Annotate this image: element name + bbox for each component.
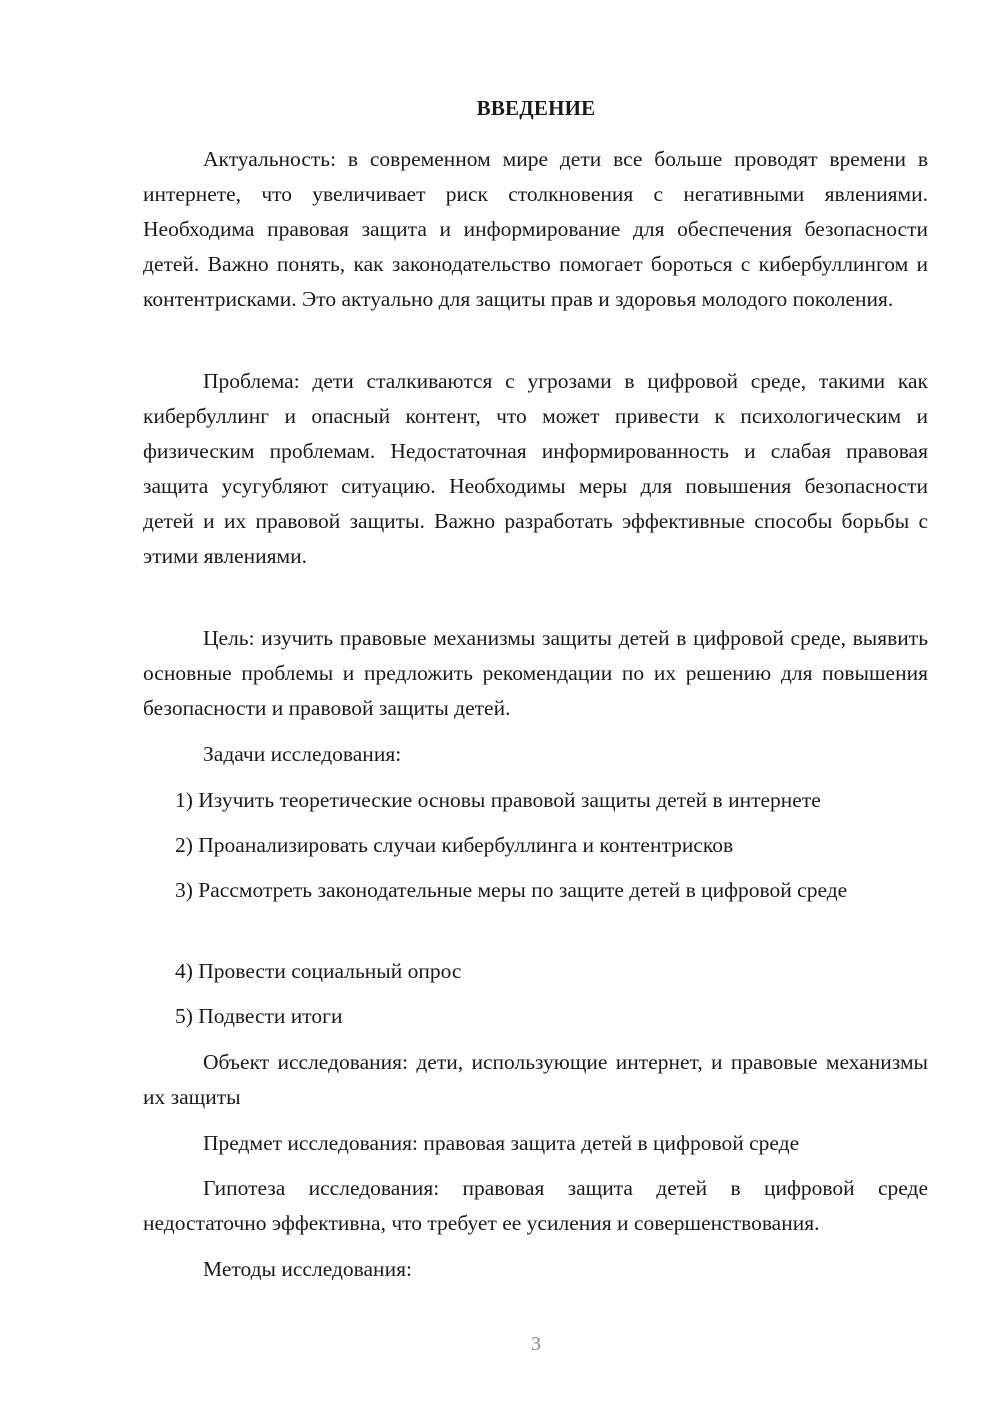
task-3 bbox=[143, 873, 928, 908]
paragraph-problem: Проблема: дети сталкиваются с угрозами в цифровой среде, такими как кибербуллинг и опасный контент, что может привести к психологическим и физическим проблемам. Недостаточная информированность и слабая правовая защита усугубляют ситуацию. Необходимы меры для повышения безопасности детей и их правовой защиты. Важно разработать эффективные способы борьбы с этими явлениями. bbox=[143, 369, 928, 568]
list-item: 3) Рассмотреть законодательные меры по защите детей в цифровой среде bbox=[175, 878, 848, 902]
task-1 bbox=[143, 783, 928, 818]
list-item: 5) Подвести итоги bbox=[175, 1004, 343, 1028]
list-item: 1) Изучить теоретические основы правовой защиты детей в интернете bbox=[175, 788, 821, 812]
section-subject bbox=[143, 1126, 928, 1161]
task-4 bbox=[143, 954, 928, 989]
section-goal bbox=[143, 621, 928, 726]
page-title: ВВЕДЕНИЕ bbox=[476, 96, 596, 120]
paragraph-goal: Цель: изучить правовые механизмы защиты детей в цифровой среде, выявить основные проблемы и предложить рекомендации по их решению для повышения безопасности и правовой защиты детей. bbox=[143, 626, 928, 720]
page-number: 3 bbox=[531, 1333, 541, 1355]
list-item: 2) Проанализировать случаи кибербуллинга и контентрисков bbox=[175, 833, 734, 857]
section-object bbox=[143, 1045, 928, 1115]
section-relevance bbox=[143, 142, 928, 317]
paragraph-object: Объект исследования: дети, использующие интернет, и правовые механизмы их защиты bbox=[143, 1050, 928, 1109]
section-problem bbox=[143, 364, 928, 574]
section-hypothesis bbox=[143, 1171, 928, 1241]
section-methods-heading bbox=[143, 1252, 928, 1287]
paragraph-hypothesis: Гипотеза исследования: правовая защита детей в цифровой среде недостаточно эффективна, что требует ее усиления и совершенствования. bbox=[143, 1176, 928, 1235]
tasks-heading: Задачи исследования: bbox=[203, 742, 402, 766]
paragraph-subject: Предмет исследования: правовая защита детей в цифровой среде bbox=[203, 1131, 800, 1155]
list-item: 4) Провести социальный опрос bbox=[175, 959, 462, 983]
task-5 bbox=[143, 999, 928, 1034]
section-tasks-heading bbox=[143, 737, 928, 772]
task-2 bbox=[143, 828, 928, 863]
paragraph-relevance: Актуальность: в современном мире дети все больше проводят времени в интернете, что увеличивает риск столкновения с негативными явлениями. Необходима правовая защита и информирование для обеспечения безопасности детей. Важно понять, как законодательство помогает бороться с кибербуллингом и контентрисками. Это актуально для защиты прав и здоровья молодого поколения. bbox=[143, 147, 928, 311]
methods-heading: Методы исследования: bbox=[203, 1257, 412, 1281]
